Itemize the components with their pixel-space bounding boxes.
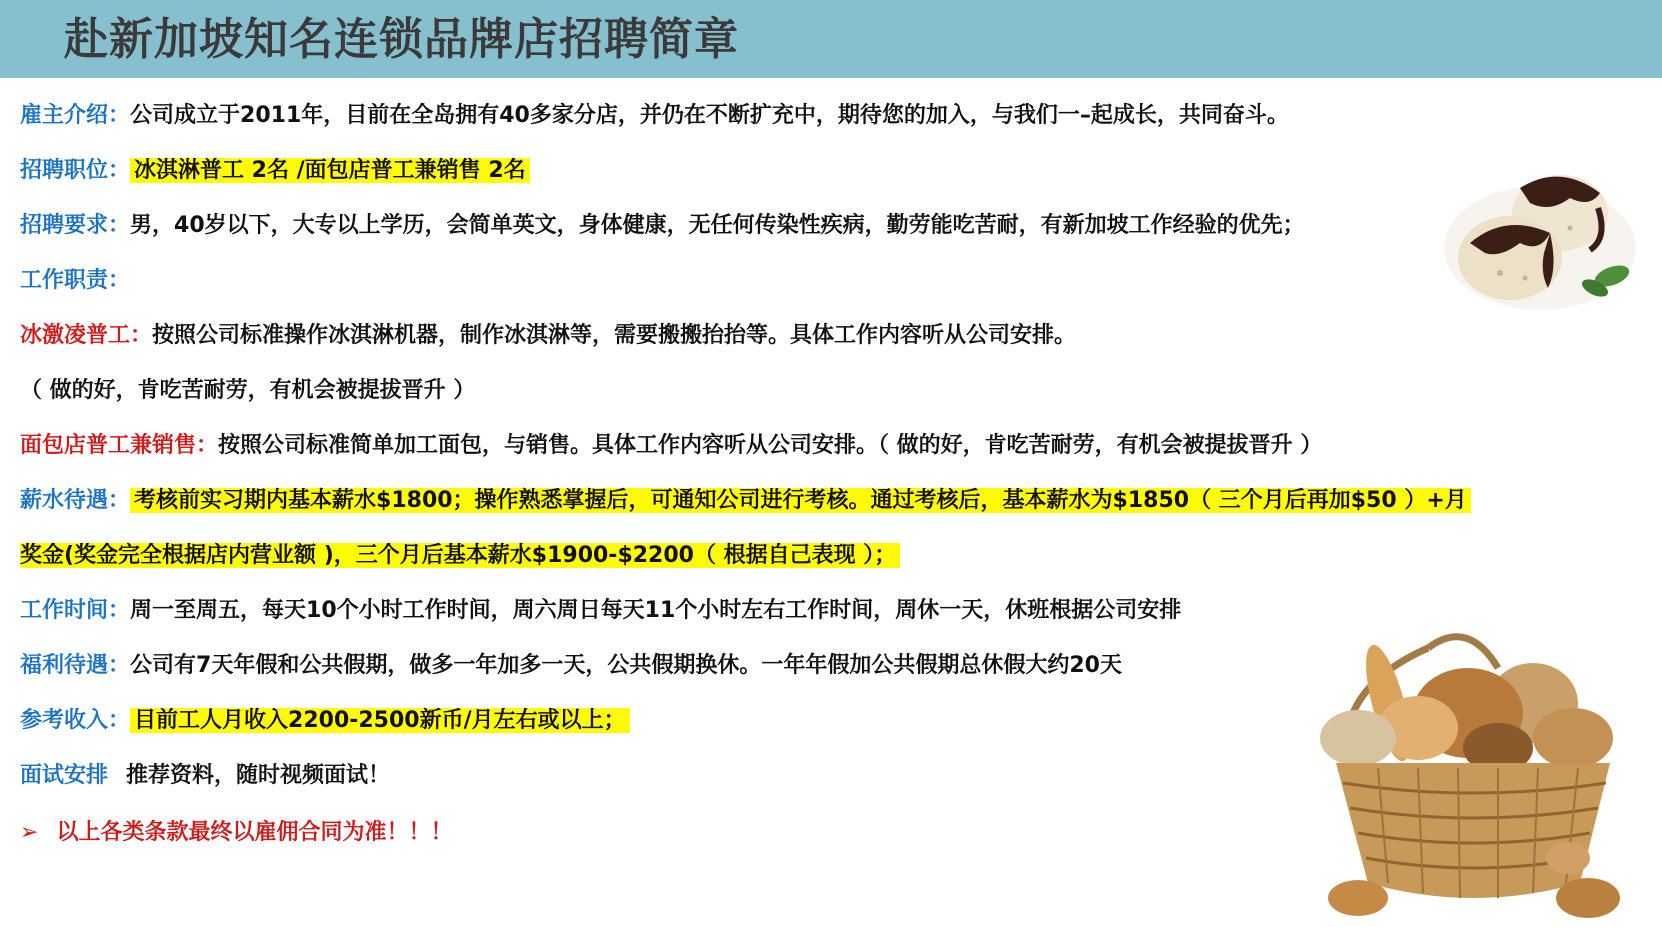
icecream-worker-label: 冰激凌普工： bbox=[20, 323, 153, 348]
duties-label: 工作职责： bbox=[20, 268, 131, 293]
hours-text: 周一至周五，每天10个小时工作时间，周六周日每天11个小时左右工作时间，周休一天，休班根据公司安排 bbox=[130, 598, 1182, 623]
salary-line bbox=[20, 486, 1471, 516]
requirements-text: 男，40岁以下，大专以上学历，会简单英文，身体健康，无任何传染性疾病，勤劳能吃苦耐，有新加坡工作经验的优先； bbox=[130, 213, 1305, 238]
employer-line bbox=[20, 101, 1289, 131]
bread-basket-image bbox=[1318, 628, 1628, 923]
duties-line bbox=[20, 266, 130, 296]
icecream-worker-text: 按照公司标准操作冰淇淋机器，制作冰淇淋等，需要搬搬抬抬等。具体工作内容听从公司安排。 bbox=[152, 323, 1077, 348]
promotion-note-text: （ 做的好，肯吃苦耐劳，有机会被提拔晋升 ） bbox=[20, 378, 476, 403]
ice-cream-image bbox=[1440, 158, 1640, 318]
benefits-label: 福利待遇： bbox=[20, 653, 131, 678]
promotion-note-line bbox=[20, 376, 475, 406]
salary-text: 考核前实习期内基本薪水$1800；操作熟悉掌握后，可通知公司进行考核。通过考核后，基本薪水为$1850（ 三个月后再加$50 ）+月 bbox=[130, 488, 1471, 513]
header-bar bbox=[0, 0, 1662, 78]
income-text: 目前工人月收入2200-2500新币/月左右或以上； bbox=[130, 708, 630, 733]
bakery-worker-line bbox=[20, 431, 1322, 461]
bakery-worker-text: 按照公司标准简单加工面包，与销售。具体工作内容听从公司安排。（ 做的好，肯吃苦耐劳，有机会被提拔晋升 ） bbox=[218, 433, 1323, 458]
interview-label: 面试安排 bbox=[20, 763, 109, 788]
interview-text: 推荐资料，随时视频面试！ bbox=[126, 763, 391, 788]
benefits-line bbox=[20, 651, 1122, 681]
positions-line bbox=[20, 156, 530, 186]
benefits-text: 公司有7天年假和公共假期，做多一年加多一天，公共假期换休。一年年假加公共假期总休假大约20天 bbox=[130, 653, 1122, 678]
requirements-label: 招聘要求： bbox=[20, 213, 131, 238]
income-line bbox=[20, 706, 630, 736]
salary-continued-text: 奖金(奖金完全根据店内营业额 )，三个月后基本薪水$1900-$2200（ 根据自己表现 ）； bbox=[20, 543, 900, 568]
employer-label: 雇主介绍： bbox=[20, 103, 131, 128]
hours-label: 工作时间： bbox=[20, 598, 131, 623]
disclaimer-line bbox=[20, 818, 452, 848]
salary-label: 薪水待遇： bbox=[20, 488, 131, 513]
salary-continued-line bbox=[20, 541, 900, 571]
bakery-worker-label: 面包店普工兼销售： bbox=[20, 433, 219, 458]
arrow-bullet-icon: ➢ bbox=[20, 820, 39, 845]
requirements-line bbox=[20, 211, 1305, 241]
page-title: 赴新加坡知名连锁品牌店招聘简章 bbox=[64, 14, 739, 65]
employer-text: 公司成立于2011年，目前在全岛拥有40多家分店，并仍在不断扩充中，期待您的加入，与我们一–起成长，共同奋斗。 bbox=[130, 103, 1289, 128]
disclaimer-text: 以上各类条款最终以雇佣合同为准！！！ bbox=[56, 820, 453, 845]
income-label: 参考收入： bbox=[20, 708, 131, 733]
hours-line bbox=[20, 596, 1181, 626]
icecream-worker-line bbox=[20, 321, 1076, 351]
positions-label: 招聘职位： bbox=[20, 158, 131, 183]
positions-text: 冰淇淋普工 2名 /面包店普工兼销售 2名 bbox=[130, 158, 530, 183]
interview-line bbox=[20, 761, 390, 791]
